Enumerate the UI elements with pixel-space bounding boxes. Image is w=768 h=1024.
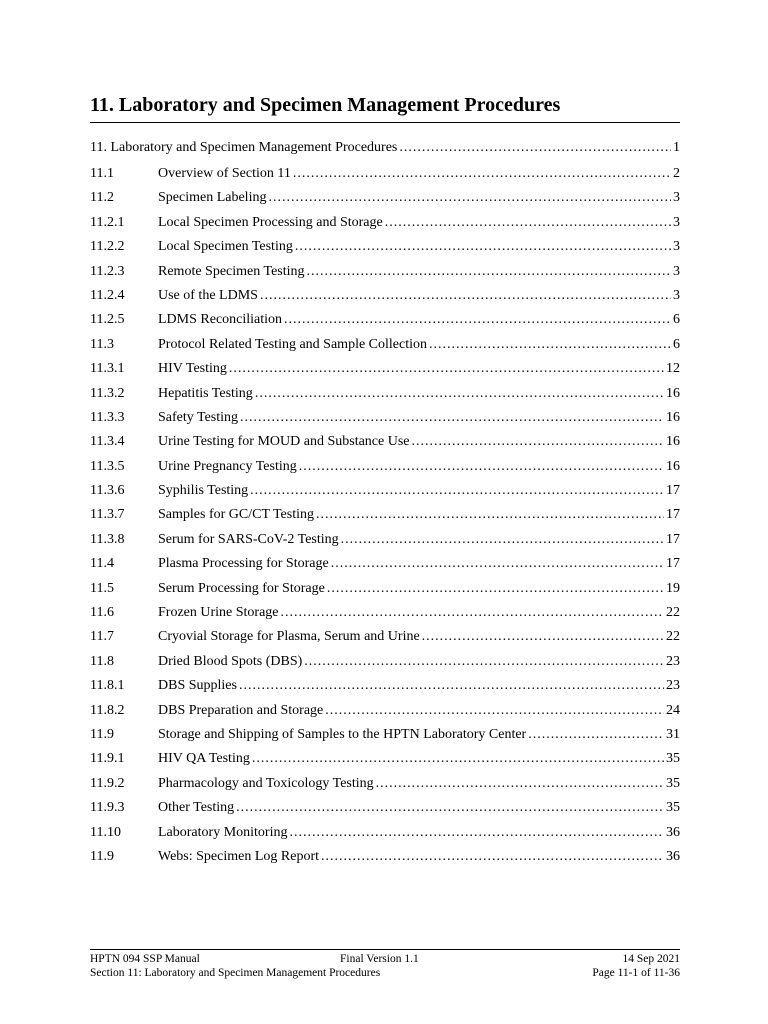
toc-entry-page: 17 bbox=[666, 556, 680, 572]
toc-entry-number: 11.8 bbox=[90, 653, 114, 669]
toc-entry-number: 11.5 bbox=[90, 580, 114, 596]
toc-entry-page: 3 bbox=[673, 214, 680, 230]
toc-entry-page: 3 bbox=[673, 263, 680, 279]
toc-entry-label: Urine Testing for MOUD and Substance Use bbox=[158, 434, 410, 450]
toc-dot-leader bbox=[239, 676, 664, 696]
toc-entry-label: Syphilis Testing bbox=[158, 483, 249, 499]
toc-entry-page: 17 bbox=[666, 483, 680, 499]
toc-entry-page: 35 bbox=[666, 800, 680, 816]
toc-entry-label: Storage and Shipping of Samples to the HPTN Laboratory Center bbox=[158, 726, 527, 742]
toc-entry[interactable] bbox=[90, 725, 680, 749]
toc-entry-number: 11.2.2 bbox=[90, 239, 125, 255]
toc-entry-number: 11.9.2 bbox=[90, 775, 125, 791]
toc-entry-number: 11.2.4 bbox=[90, 287, 125, 303]
toc-entry[interactable] bbox=[90, 310, 680, 334]
toc-dot-leader bbox=[321, 847, 664, 867]
toc-entry-label: HIV QA Testing bbox=[158, 751, 250, 767]
toc-entry[interactable] bbox=[90, 164, 680, 188]
toc-entry-page: 22 bbox=[666, 629, 680, 645]
toc-dot-leader bbox=[281, 603, 664, 623]
toc-entry-label: Laboratory Monitoring bbox=[158, 824, 288, 840]
toc-dot-leader bbox=[399, 138, 671, 158]
toc-entry-page: 36 bbox=[666, 848, 680, 864]
toc-dot-leader bbox=[293, 164, 671, 184]
toc-entry-number: 11.3.2 bbox=[90, 385, 125, 401]
toc-entry-number: 11.9 bbox=[90, 726, 114, 742]
toc-entry-label: Serum Processing for Storage bbox=[158, 580, 325, 596]
page-footer bbox=[90, 949, 680, 980]
toc-entry-page: 3 bbox=[673, 239, 680, 255]
toc-entry-number: 11.9.1 bbox=[90, 751, 125, 767]
toc-entry[interactable] bbox=[90, 579, 680, 603]
toc-entry-label: Hepatitis Testing bbox=[158, 385, 253, 401]
toc-dot-leader bbox=[307, 262, 671, 282]
toc-entry-page: 35 bbox=[666, 775, 680, 791]
toc-entry-label: HIV Testing bbox=[158, 361, 227, 377]
toc-entry-label: Remote Specimen Testing bbox=[158, 263, 305, 279]
toc-entry-label: Serum for SARS-CoV-2 Testing bbox=[158, 531, 339, 547]
toc-entry-page: 19 bbox=[666, 580, 680, 596]
toc-entry[interactable] bbox=[90, 701, 680, 725]
toc-dot-leader bbox=[385, 213, 671, 233]
toc-dot-leader bbox=[331, 554, 664, 574]
footer-section-name: Section 11: Laboratory and Specimen Management Procedures bbox=[90, 967, 381, 979]
toc-entry-label: 11. Laboratory and Specimen Management Procedures bbox=[90, 140, 398, 155]
toc-entry-number: 11.9 bbox=[90, 848, 114, 864]
toc-entry-page: 12 bbox=[666, 361, 680, 377]
toc-entry[interactable] bbox=[90, 676, 680, 700]
toc-entry-page: 1 bbox=[673, 140, 680, 155]
toc-entry[interactable] bbox=[90, 823, 680, 847]
toc-dot-leader bbox=[299, 457, 664, 477]
toc-dot-leader bbox=[325, 701, 664, 721]
toc-entry[interactable] bbox=[90, 603, 680, 627]
toc-entry[interactable] bbox=[90, 749, 680, 773]
toc-entry-label: Protocol Related Testing and Sample Collection bbox=[158, 336, 427, 352]
toc-dot-leader bbox=[250, 481, 664, 501]
toc-entry-number: 11.7 bbox=[90, 629, 114, 645]
footer-version: Final Version 1.1 bbox=[340, 953, 419, 965]
toc-dot-leader bbox=[412, 432, 665, 452]
toc-entry-label: Samples for GC/CT Testing bbox=[158, 507, 315, 523]
toc-entry[interactable] bbox=[90, 505, 680, 529]
toc-entry[interactable] bbox=[90, 627, 680, 651]
toc-dot-leader bbox=[327, 579, 664, 599]
toc-entry-number: 11.3.8 bbox=[90, 531, 125, 547]
toc-entry[interactable] bbox=[90, 384, 680, 408]
toc-entry[interactable] bbox=[90, 554, 680, 578]
toc-entry-number: 11.3.5 bbox=[90, 458, 125, 474]
toc-entry-label: Dried Blood Spots (DBS) bbox=[158, 653, 303, 669]
toc-entry[interactable] bbox=[90, 457, 680, 481]
toc-entry[interactable] bbox=[90, 359, 680, 383]
toc-entry-page: 16 bbox=[666, 434, 680, 450]
table-of-contents bbox=[90, 138, 680, 871]
toc-entry-page: 24 bbox=[666, 702, 680, 718]
footer-date: 14 Sep 2021 bbox=[622, 953, 680, 965]
toc-entry-label: Frozen Urine Storage bbox=[158, 605, 279, 621]
toc-entry-label: Use of the LDMS bbox=[158, 287, 258, 303]
toc-dot-leader bbox=[268, 188, 671, 208]
toc-entry-label: Pharmacology and Toxicology Testing bbox=[158, 775, 374, 791]
toc-entry[interactable] bbox=[90, 335, 680, 359]
toc-entry-label: DBS Supplies bbox=[158, 678, 237, 694]
footer-manual-name: HPTN 094 SSP Manual bbox=[90, 953, 200, 965]
toc-dot-leader bbox=[240, 408, 664, 428]
toc-dot-leader bbox=[260, 286, 671, 306]
toc-entry-page: 3 bbox=[673, 287, 680, 303]
toc-entry-number: 11.3 bbox=[90, 336, 114, 352]
toc-entry-label: Plasma Processing for Storage bbox=[158, 556, 329, 572]
toc-entry-number: 11.8.2 bbox=[90, 702, 125, 718]
toc-dot-leader bbox=[284, 310, 671, 330]
toc-entry[interactable] bbox=[90, 237, 680, 261]
toc-entry-number: 11.3.6 bbox=[90, 483, 125, 499]
toc-entry-number: 11.2.3 bbox=[90, 263, 125, 279]
toc-dot-leader bbox=[376, 774, 664, 794]
toc-entry[interactable] bbox=[90, 286, 680, 310]
toc-entry-number: 11.3.3 bbox=[90, 409, 125, 425]
toc-entry-page: 17 bbox=[666, 507, 680, 523]
toc-dot-leader bbox=[289, 823, 664, 843]
toc-entry-page: 16 bbox=[666, 409, 680, 425]
toc-entry-label: LDMS Reconciliation bbox=[158, 312, 283, 328]
toc-entry-label: Local Specimen Testing bbox=[158, 239, 293, 255]
toc-entry-list bbox=[90, 164, 680, 871]
toc-entry-page: 23 bbox=[666, 678, 680, 694]
toc-dot-leader bbox=[422, 627, 664, 647]
toc-entry[interactable] bbox=[90, 262, 680, 286]
toc-dot-leader bbox=[341, 530, 664, 550]
title-divider bbox=[90, 122, 680, 123]
toc-entry[interactable] bbox=[90, 798, 680, 822]
toc-entry-number: 11.2 bbox=[90, 190, 114, 206]
toc-dot-leader bbox=[528, 725, 664, 745]
toc-entry-page: 3 bbox=[673, 190, 680, 206]
toc-entry-page: 36 bbox=[666, 824, 680, 840]
toc-dot-leader bbox=[236, 798, 664, 818]
toc-entry-number: 11.3.1 bbox=[90, 361, 125, 377]
toc-entry[interactable] bbox=[90, 213, 680, 237]
toc-entry-page: 31 bbox=[666, 726, 680, 742]
toc-dot-leader bbox=[304, 652, 664, 672]
toc-entry-page: 6 bbox=[673, 312, 680, 328]
toc-entry-label: Cryovial Storage for Plasma, Serum and Urine bbox=[158, 629, 420, 645]
toc-entry-number: 11.3.4 bbox=[90, 434, 125, 450]
toc-dot-leader bbox=[252, 749, 664, 769]
toc-entry-number: 11.2.5 bbox=[90, 312, 125, 328]
toc-entry-label: Urine Pregnancy Testing bbox=[158, 458, 297, 474]
toc-entry[interactable] bbox=[90, 530, 680, 554]
footer-page-number: Page 11-1 of 11-36 bbox=[592, 967, 680, 979]
toc-entry-page: 16 bbox=[666, 458, 680, 474]
toc-entry-label: Overview of Section 11 bbox=[158, 166, 291, 181]
toc-entry[interactable] bbox=[90, 652, 680, 676]
toc-entry-number: 11.4 bbox=[90, 556, 114, 572]
toc-entry-number: 11.3.7 bbox=[90, 507, 125, 523]
toc-dot-leader bbox=[316, 505, 664, 525]
toc-entry-page: 23 bbox=[666, 653, 680, 669]
toc-entry-number: 11.10 bbox=[90, 824, 121, 840]
toc-entry-label: Other Testing bbox=[158, 800, 235, 816]
toc-entry-number: 11.1 bbox=[90, 166, 114, 181]
toc-entry[interactable] bbox=[90, 432, 680, 456]
toc-entry-page: 35 bbox=[666, 751, 680, 767]
toc-entry[interactable] bbox=[90, 481, 680, 505]
toc-dot-leader bbox=[255, 384, 664, 404]
toc-entry-label: DBS Preparation and Storage bbox=[158, 702, 324, 718]
footer-right bbox=[592, 952, 680, 980]
toc-entry[interactable] bbox=[90, 408, 680, 432]
footer-left bbox=[90, 952, 380, 980]
toc-entry[interactable] bbox=[90, 847, 680, 871]
toc-entry-number: 11.9.3 bbox=[90, 800, 125, 816]
toc-dot-leader bbox=[429, 335, 671, 355]
toc-entry-page: 17 bbox=[666, 531, 680, 547]
toc-dot-leader bbox=[295, 237, 671, 257]
toc-entry[interactable] bbox=[90, 188, 680, 212]
toc-entry-page: 2 bbox=[673, 166, 680, 181]
toc-entry[interactable] bbox=[90, 774, 680, 798]
toc-entry-number: 11.2.1 bbox=[90, 214, 125, 230]
toc-entry-page: 22 bbox=[666, 605, 680, 621]
toc-entry-section-11[interactable] bbox=[90, 138, 680, 164]
toc-dot-leader bbox=[229, 359, 664, 379]
toc-entry-page: 16 bbox=[666, 385, 680, 401]
toc-entry-number: 11.6 bbox=[90, 605, 114, 621]
toc-entry-label: Specimen Labeling bbox=[158, 190, 267, 206]
toc-entry-number: 11.8.1 bbox=[90, 678, 125, 694]
page-title: 11. Laboratory and Specimen Management Procedures bbox=[90, 94, 561, 116]
toc-entry-label: Webs: Specimen Log Report bbox=[158, 848, 320, 864]
toc-entry-label: Safety Testing bbox=[158, 409, 239, 425]
toc-entry-page: 6 bbox=[673, 336, 680, 352]
toc-entry-label: Local Specimen Processing and Storage bbox=[158, 214, 383, 230]
